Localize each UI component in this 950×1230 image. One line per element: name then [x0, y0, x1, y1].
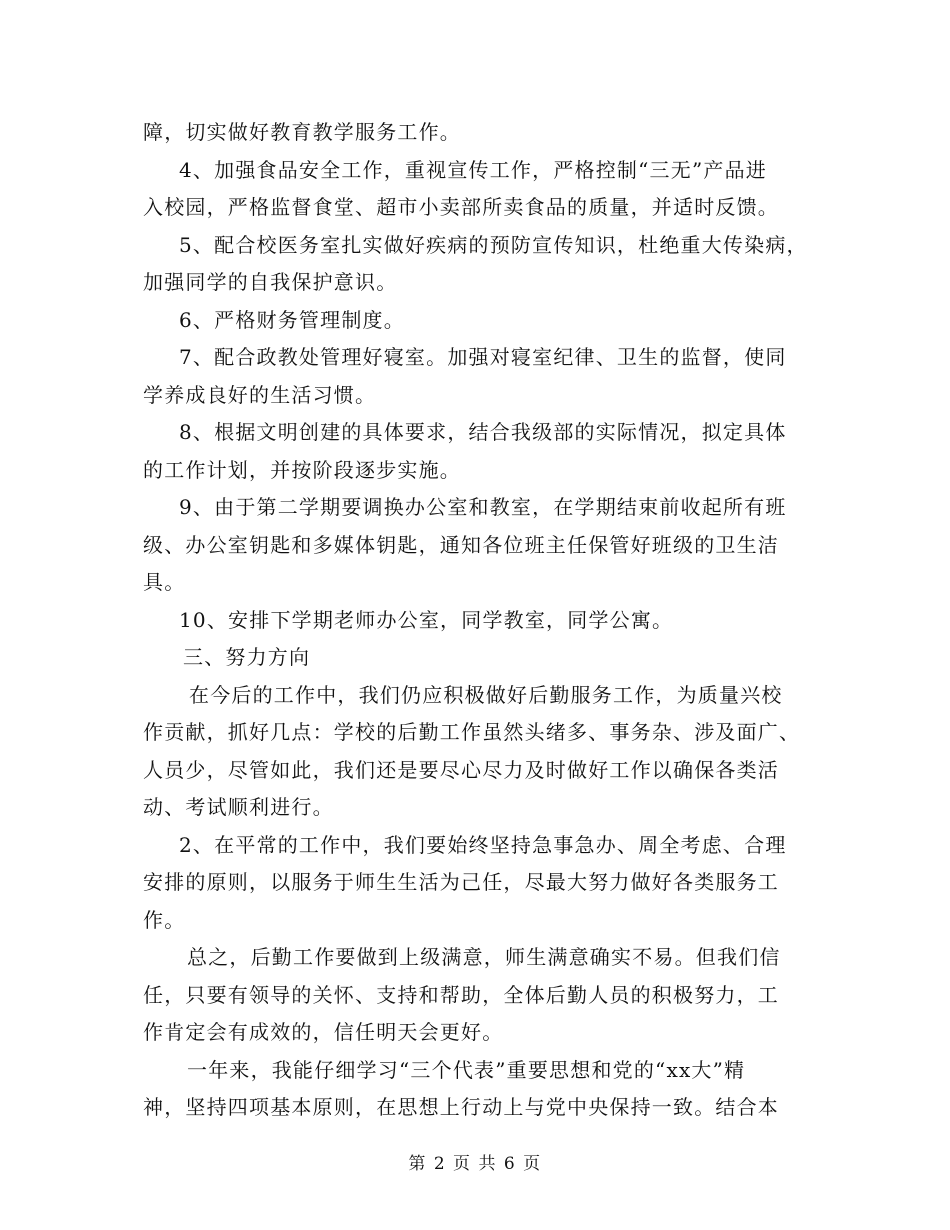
text-line: 在今后的工作中，我们仍应积极做好后勤服务工作，为质量兴校: [189, 682, 783, 707]
text-line: 加强同学的自我保护意识。: [143, 270, 398, 294]
text-line: 障，切实做好教育教学服务工作。: [143, 120, 461, 144]
text-line: 8、根据文明创建的具体要求，结合我级部的实际情况，拟定具体: [179, 420, 787, 444]
section-heading: 三、努力方向: [183, 645, 311, 669]
text-line: 作贡献，抓好几点：学校的后勤工作虽然头绪多、事务杂、涉及面广、: [143, 720, 801, 744]
text-line: 5、配合校医务室扎实做好疾病的预防宣传知识，杜绝重大传染病，: [179, 232, 808, 257]
text-line: 6、严格财务管理制度。: [179, 307, 405, 332]
text-line: 作肯定会有成效的，信任明天会更好。: [143, 1020, 504, 1044]
text-line: 神，坚持四项基本原则，在思想上行动上与党中央保持一致。结合本: [143, 1095, 779, 1119]
text-line: 总之，后勤工作要做到上级满意，师生满意确实不易。但我们信: [187, 945, 781, 969]
text-line: 4、加强食品安全工作，重视宣传工作，严格控制“三无”产品进: [179, 157, 767, 182]
text-line: 10、安排下学期老师办公室，同学教室，同学公寓。: [179, 607, 674, 632]
text-line: 安排的原则，以服务于师生生活为己任，尽最大努力做好各类服务工: [143, 870, 779, 894]
text-line: 具。: [143, 570, 186, 594]
text-line: 9、由于第二学期要调换办公室和教室，在学期结束前收起所有班: [179, 495, 787, 519]
document-body: [143, 114, 813, 1127]
text-line: 7、配合政教处管理好寝室。加强对寝室纪律、卫生的监督，使同: [179, 345, 787, 369]
text-line: 2、在平常的工作中，我们要始终坚持急事急办、周全考虑、合理: [179, 832, 787, 857]
text-line: 学养成良好的生活习惯。: [143, 382, 377, 407]
text-line: 入校园，严格监督食堂、超市小卖部所卖食品的质量，并适时反馈。: [143, 195, 779, 219]
text-line: 作。: [143, 907, 186, 932]
text-line: 任，只要有领导的关怀、支持和帮助，全体后勤人员的积极努力，工: [143, 982, 779, 1007]
text-line: 的工作计划，并按阶段逐步实施。: [143, 457, 461, 482]
text-line: 动、考试顺利进行。: [143, 795, 334, 819]
text-line: 一年来，我能仔细学习“三个代表”重要思想和党的“xx大”精: [187, 1057, 746, 1082]
text-line: 级、办公室钥匙和多媒体钥匙，通知各位班主任保管好班级的卫生洁: [143, 532, 779, 557]
text-line: 人员少，尽管如此，我们还是要尽心尽力及时做好工作以确保各类活: [143, 757, 779, 782]
page-number: 第 2 页 共 6 页: [408, 1154, 542, 1174]
